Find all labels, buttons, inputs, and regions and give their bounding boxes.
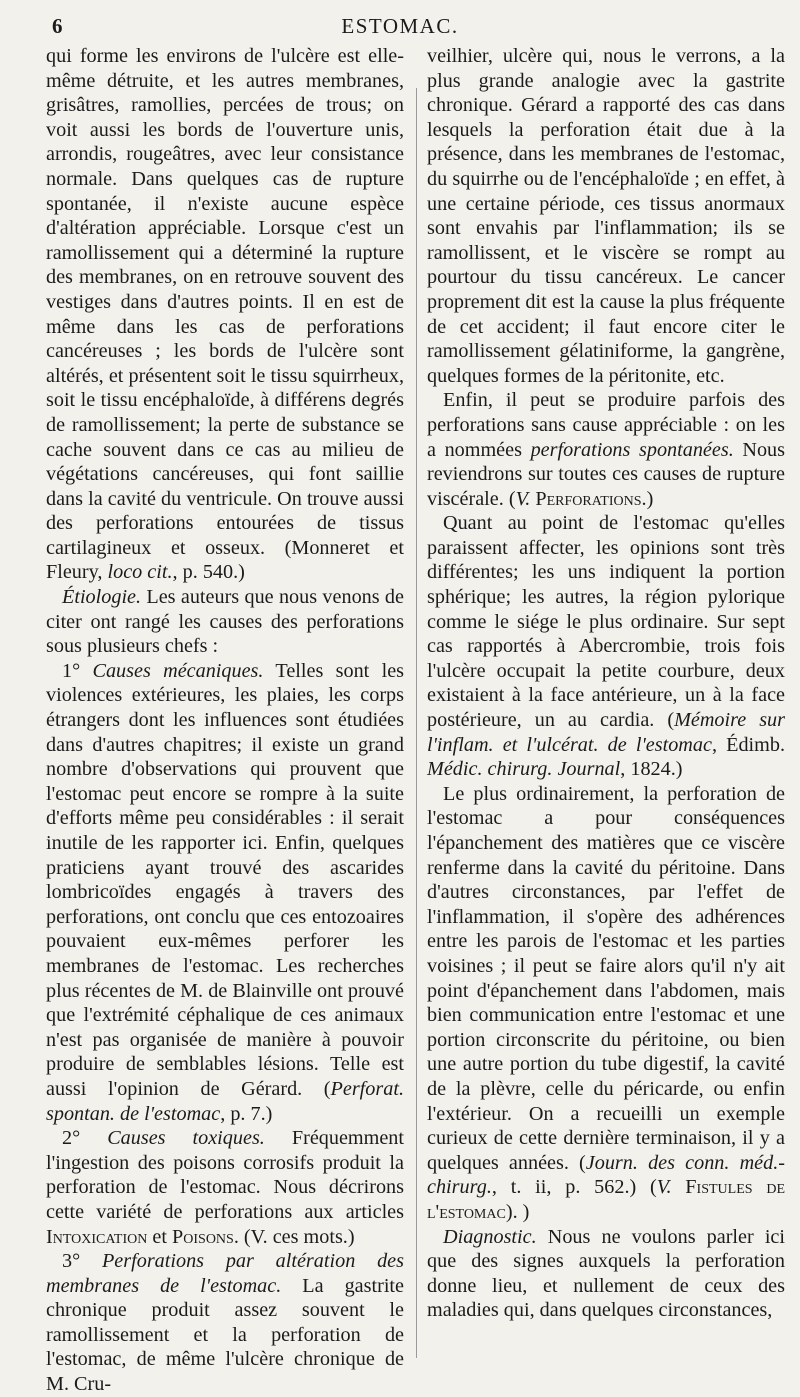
paragraph-causes-toxiques: 2° Causes toxiques. Fréquemment l'ingestion des poisons corrosifs produit la perforation de l'estomac. Nous décrirons cette variété de perforations aux articles Intoxication et Poisons. (V. ces mots.) — [46, 1127, 404, 1248]
running-title: ESTOMAC. — [341, 14, 459, 38]
paragraph-etiologie: Étiologie. Les auteurs que nous venons de citer ont rangé les causes des perforations sous plusieurs chefs : — [46, 586, 404, 658]
right-column — [427, 44, 785, 1323]
paragraph: veilhier, ulcère qui, nous le verrons, a la plus grande analogie avec la gastrite chronique. Gérard a rapporté des cas dans lesquels la perforation était due à la présence, dans les membranes de l'estomac, du squirrhe ou de l'encéphaloïde ; en effet, à une certaine période, ces tissus anormaux sont envahis par l'inflammation; ils se ramollissent, et le viscère se rompt au pourtour du tissu cancéreux. Le cancer proprement dit est la cause la plus fréquente de cet accident; il faut encore citer le ramollissement gélatiniforme, la gangrène, quelques formes de la péritonite, etc. — [427, 45, 785, 387]
column-divider — [416, 88, 417, 1358]
left-column — [46, 44, 404, 1397]
paragraph-perforations-spontanees: Enfin, il peut se produire parfois des perforations sans cause appréciable : on les a nommées perforations spontanées. Nous reviendrons sur toutes ces causes de rupture viscérale. (V. Perforations.) — [427, 389, 785, 510]
paragraph: qui forme les environs de l'ulcère est elle-même détruite, et les autres membranes, grisâtres, ramollies, percées de trous; on voit aussi les bords de l'ouverture unis, arrondis, rougeâtres, avec leur consistance normale. Dans quelques cas de rupture spontanée, il n'existe aucune espèce d'altération appréciable. Lorsque c'est un ramollissement qui a déterminé la rupture des membranes, on en retrouve souvent des vestiges dans d'autres points. Il en est de même dans les cas de perforations cancéreuses ; les bords de l'ulcère sont altérés, et présentent soit le tissu squirrheux, soit le tissu encéphaloïde, à différens degrés de ramollissement; la perte de substance se cache souvent dans ce cas au milieu de végétations cancéreuses, qui font saillie dans la cavité du ventricule. On trouve aussi des perforations entourées de tissus cartilagineux et osseux. (Monneret et Fleury, loco cit., p. 540.) — [46, 45, 404, 584]
paragraph-causes-mecaniques: 1° Causes mécaniques. Telles sont les violences extérieures, les plaies, les corps étrangers dont les influences sont étudiées dans d'autres chapitres; il existe un grand nombre d'observations qui prouvent que l'estomac peut encore se rompre à la suite d'efforts même peu considérables : il serait inutile de les rapporter ici. Enfin, quelques praticiens ayant trouvé des ascarides lombricoïdes engagés à travers des perforations, ont conclu que ces entozoaires pouvaient eux-mêmes perforer les membranes de l'estomac. Les recherches plus récentes de M. de Blainville ont prouvé que l'extrémité céphalique de ces animaux n'est pas organisée de manière à pouvoir produire de semblables lésions. Telle est aussi l'opinion de Gérard. (Perforat. spontan. de l'estomac, p. 7.) — [46, 659, 405, 1125]
page-header — [0, 10, 800, 40]
paragraph-siege: Quant au point de l'estomac qu'elles paraissent affecter, les opinions sont très différentes; les uns indiquent la portion sphérique; les autres, la région pylorique comme le siége le plus ordinaire. Sur sept cas rapportés à Abercrombie, trois fois l'ulcère occupait la petite courbure, deux existaient à la face antérieure, un à la face postérieure, un au cardia. (Mémoire sur l'inflam. et l'ulcérat. de l'estomac, Édimb. Médic. chirurg. Journal, 1824.) — [427, 512, 785, 781]
section-heading: Étiologie. — [62, 586, 142, 609]
paragraph-alteration-membranes: 3° Perforations par altération des membranes de l'estomac. La gastrite chronique produit assez souvent le ramollissement et la perforation de l'estomac, de même l'ulcère chronique de M. Cru- — [46, 1250, 404, 1396]
paragraph-consequences: Le plus ordinairement, la perforation de l'estomac a pour conséquences l'épanchement des matières que ce viscère renferme dans la cavité du péritoine. Dans d'autres circonstances, par l'effet de l'inflammation, il s'opère des adhérences entre les parois de l'estomac et les parties voisines ; il peut se faire alors qu'il n'y ait point d'épanchement dans l'abdomen, mais bien communication entre l'estomac et une portion circonscrite du péritoine, ou bien une autre portion du tube digestif, la cavité de la plèvre, celle du péricarde, ou enfin l'extérieur. On a recueilli un exemple curieux de cette dernière terminaison, il y a quelques années. (Journ. des conn. méd.-chirurg., t. ii, p. 562.) (V. Fistules de l'estomac). ) — [427, 782, 785, 1223]
paragraph-diagnostic: Diagnostic. Nous ne voulons parler ici que des signes auxquels la perforation donne lieu, et nullement de ceux des maladies qui, dans quelques circonstances, — [427, 1225, 785, 1322]
section-heading: Diagnostic. — [443, 1225, 537, 1248]
page-number: 6 — [52, 14, 63, 38]
